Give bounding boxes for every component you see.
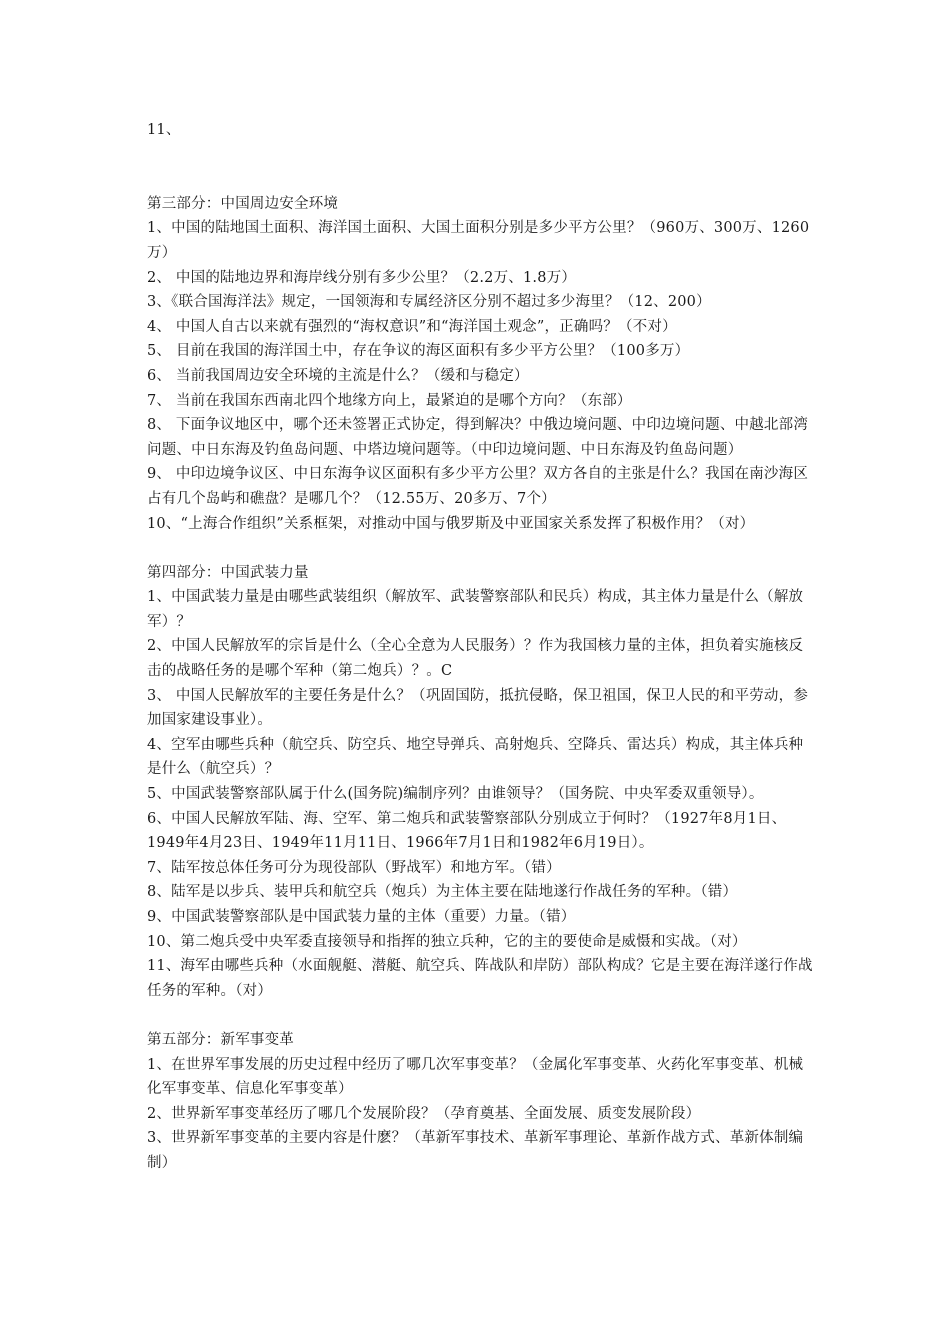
list-item: 5、 目前在我国的海洋国土中，存在争议的海区面积有多少平方公里？（100多万） bbox=[147, 343, 690, 360]
list-item: 3、世界新军事变革的主要内容是什麽？（革新军事技术、革新军事理论、革新作战方式、革新体制编制） bbox=[147, 1130, 804, 1171]
list-item: 1、在世界军事发展的历史过程中经历了哪几次军事变革？（金属化军事变革、火药化军事变革、机械化军事变革、信息化军事变革） bbox=[147, 1056, 804, 1098]
list-item: 10、“上海合作组织”关系框架，对推动中国与俄罗斯及中亚国家关系发挥了积极作用？（对） bbox=[147, 515, 755, 532]
list-item: 2、世界新军事变革经历了哪几个发展阶段？（孕育奠基、全面发展、质变发展阶段） bbox=[147, 1105, 701, 1122]
list-item: 5、中国武装警察部队属于什么(国务院)编制序列？由谁领导？（国务院、中央军委双重领导）。 bbox=[147, 786, 764, 803]
list-item: 2、中国人民解放军的宗旨是什么（全心全意为人民服务）？作为我国核力量的主体，担负着实施核反击的战略任务的是哪个军种（第二炮兵）？。C bbox=[147, 638, 804, 680]
section-title-4: 第四部分：中国武装力量 bbox=[147, 564, 309, 581]
list-item: 2、 中国的陆地边界和海岸线分别有多少公里？（2.2万、1.8万） bbox=[147, 269, 577, 286]
list-item: 4、 中国人自古以来就有强烈的“海权意识”和“海洋国土观念”，正确吗？（不对） bbox=[147, 318, 677, 335]
list-item: 8、陆军是以步兵、装甲兵和航空兵（炮兵）为主体主要在陆地遂行作战任务的军种。（错） bbox=[147, 884, 738, 901]
list-item: 6、 当前我国周边安全环境的主流是什么？（缓和与稳定） bbox=[147, 367, 529, 384]
section-title-3: 第三部分：中国周边安全环境 bbox=[147, 195, 339, 212]
top-item: 11、 bbox=[147, 122, 181, 138]
list-item: 6、中国人民解放军陆、海、空军、第二炮兵和武装警察部队分别成立于何时？（1927年8月1日、1949年4月23日、1949年11月11日、1966年7月1日和1982年6月19日）。 bbox=[147, 810, 787, 852]
list-item: 10、第二炮兵受中央军委直接领导和指挥的独立兵种，它的主的要使命是威慑和实战。（对） bbox=[147, 933, 747, 950]
list-item: 3、《联合国海洋法》规定，一国领海和专属经济区分别不超过多少海里？（12、200） bbox=[147, 294, 711, 311]
list-item: 1、中国武装力量是由哪些武装组织（解放军、武装警察部队和民兵）构成，其主体力量是什么（解放军）？ bbox=[147, 589, 804, 630]
document-body bbox=[147, 118, 817, 1176]
list-item: 9、 中印边境争议区、中日东海争议区面积有多少平方公里？双方各自的主张是什么？我国在南沙海区占有几个岛屿和礁盘？是哪几个？（12.55万、20多万、7个） bbox=[147, 466, 809, 507]
list-item: 3、 中国人民解放军的主要任务是什么？（巩固国防，抵抗侵略，保卫祖国，保卫人民的和平劳动，参加国家建设事业）。 bbox=[147, 687, 809, 729]
list-item: 4、空军由哪些兵种（航空兵、防空兵、地空导弹兵、高射炮兵、空降兵、雷达兵）构成，其主体兵种是什么（航空兵）？ bbox=[147, 736, 804, 778]
section-title-5: 第五部分：新军事变革 bbox=[147, 1031, 294, 1048]
list-item: 7、陆军按总体任务可分为现役部队（野战军）和地方军。（错） bbox=[147, 859, 561, 876]
list-item: 8、 下面争议地区中，哪个还未签署正式协定，得到解决？中俄边境问题、中印边境问题、中越北部湾问题、中日东海及钓鱼岛问题、中塔边境问题等。（中印边境问题、中日东海及钓鱼岛问题） bbox=[147, 417, 809, 458]
list-item: 9、中国武装警察部队是中国武装力量的主体（重要）力量。（错） bbox=[147, 909, 576, 925]
list-item: 7、 当前在我国东西南北四个地缘方向上，最紧迫的是哪个方向？（东部） bbox=[147, 392, 632, 409]
list-item: 1、中国的陆地国土面积、海洋国土面积、大国土面积分别是多少平方公里？（960万、300万、1260万） bbox=[147, 220, 810, 261]
list-item: 11、海军由哪些兵种（水面舰艇、潜艇、航空兵、阵战队和岸防）部队构成？它是主要在海洋遂行作战任务的军种。（对） bbox=[147, 958, 813, 999]
